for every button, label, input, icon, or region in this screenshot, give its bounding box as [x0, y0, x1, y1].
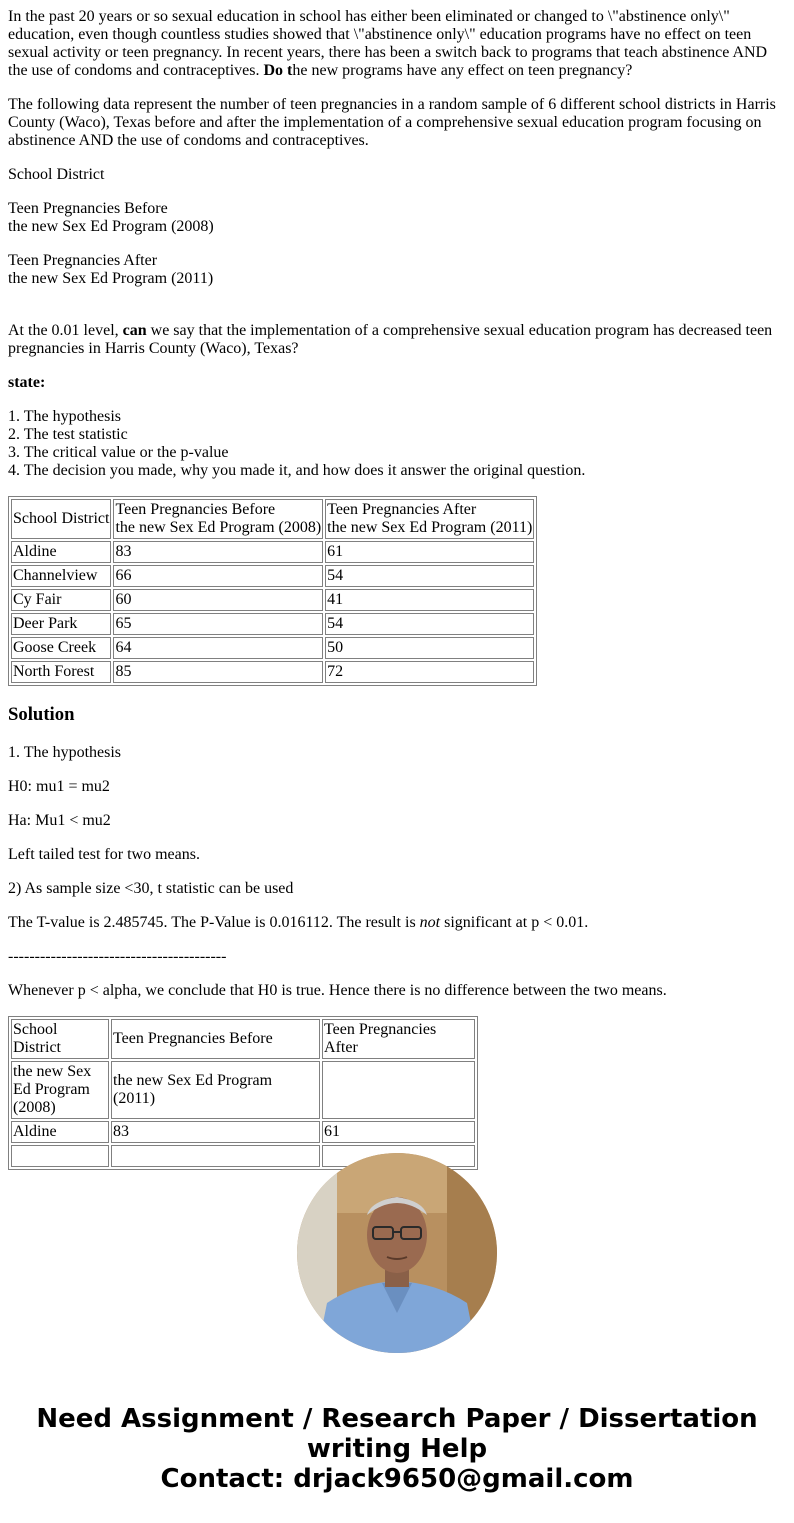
header-district-label: School District	[8, 166, 105, 183]
table-cell: 72	[325, 661, 534, 683]
table-cell: 50	[325, 637, 534, 659]
divider-line: -----------------------------------------	[8, 948, 227, 965]
second-table-clip	[8, 1016, 478, 1140]
state-label: state:	[8, 374, 46, 391]
table-cell: Cy Fair	[11, 589, 111, 611]
table-cell	[322, 1061, 475, 1119]
footer-line: writing Help	[306, 1434, 488, 1464]
table-cell: 60	[113, 589, 323, 611]
table-row	[11, 589, 534, 611]
table-cell: Deer Park	[11, 613, 111, 635]
table-cell: 61	[322, 1121, 475, 1143]
table-row	[11, 661, 534, 683]
table-row	[11, 565, 534, 587]
pregnancy-data-table	[8, 496, 537, 686]
table-cell: Aldine	[11, 541, 111, 563]
table-cell: 64	[113, 637, 323, 659]
table-cell: 83	[111, 1121, 320, 1143]
header-before-label: Teen Pregnancies Before the new Sex Ed Program (2008)	[8, 200, 214, 235]
table-row	[11, 613, 534, 635]
table-cell: 83	[113, 541, 323, 563]
table-cell: 54	[325, 613, 534, 635]
hypothesis-label: 1. The hypothesis	[8, 744, 122, 761]
second-data-table	[8, 1016, 478, 1170]
list-item: 4. The decision you made, why you made it, and how does it answer the original question.	[8, 462, 586, 479]
footer-line: Need Assignment / Research Paper / Dissertation	[36, 1404, 758, 1434]
table-header-row	[11, 499, 534, 539]
avatar-image	[297, 1153, 497, 1353]
footer-contact: Contact: drjack9650@gmail.com	[160, 1464, 634, 1494]
header-cell: School District	[11, 1019, 109, 1059]
conclusion: Whenever p < alpha, we conclude that H0 is true. Hence there is no difference between the two means.	[8, 982, 667, 999]
header-cell: Teen Pregnancies After the new Sex Ed Program (2011)	[325, 499, 534, 539]
table-cell: Channelview	[11, 565, 111, 587]
table-header-row	[11, 1019, 475, 1059]
null-hypothesis: H0: mu1 = mu2	[8, 778, 110, 795]
table-cell: North Forest	[11, 661, 111, 683]
table-cell	[11, 1145, 109, 1167]
table-cell: Aldine	[11, 1121, 109, 1143]
header-after-label: Teen Pregnancies After the new Sex Ed Program (2011)	[8, 252, 214, 287]
question-paragraph: At the 0.01 level, can we say that the implementation of a comprehensive sexual education program has decreased teen pregnancies in Harris County (Waco), Texas?	[8, 322, 773, 357]
statistic-note: 2) As sample size <30, t statistic can be used	[8, 880, 294, 897]
blank-line	[8, 288, 786, 306]
table-cell	[111, 1145, 320, 1167]
header-cell: School District	[11, 499, 111, 539]
table-row	[11, 541, 534, 563]
table-row	[11, 1061, 475, 1119]
list-item: 1. The hypothesis	[8, 408, 122, 425]
author-photo	[297, 1153, 497, 1353]
data-description: The following data represent the number of teen pregnancies in a random sample of 6 different school districts in Harris County (Waco), Texas before and after the implementation of a comprehensive sexual education program focusing on abstinence AND the use of condoms and contraceptives.	[8, 96, 776, 149]
table-cell: 61	[325, 541, 534, 563]
table-cell: 85	[113, 661, 323, 683]
header-cell: Teen Pregnancies Before the new Sex Ed Program (2008)	[113, 499, 323, 539]
footer-banner	[0, 1404, 794, 1494]
header-cell: Teen Pregnancies After	[322, 1019, 475, 1059]
requirements-list	[8, 408, 786, 480]
table-cell: 54	[325, 565, 534, 587]
table-cell: 66	[113, 565, 323, 587]
table-cell: the new Sex Ed Program (2011)	[111, 1061, 320, 1119]
table-row	[11, 1121, 475, 1143]
test-type: Left tailed test for two means.	[8, 846, 200, 863]
table-cell: 41	[325, 589, 534, 611]
table-row	[11, 637, 534, 659]
alternative-hypothesis: Ha: Mu1 < mu2	[8, 812, 111, 829]
list-item: 3. The critical value or the p-value	[8, 444, 229, 461]
table-cell: Goose Creek	[11, 637, 111, 659]
header-cell: Teen Pregnancies Before	[111, 1019, 320, 1059]
table-cell: the new Sex Ed Program (2008)	[11, 1061, 109, 1119]
intro-paragraph: In the past 20 years or so sexual education in school has either been eliminated or changed to \"abstinence only\" education, even though countless studies showed that \"abstinence only\" education programs have no effect on teen sexual activity or teen pregnancy. In recent years, there has been a switch back to programs that teach abstinence AND the use of condoms and contraceptives. Do the new programs have any effect on teen pregnancy?	[8, 8, 768, 79]
list-item: 2. The test statistic	[8, 426, 128, 443]
table-cell: 65	[113, 613, 323, 635]
test-result: The T-value is 2.485745. The P-Value is 0.016112. The result is not significant at p < 0.01.	[8, 914, 589, 931]
solution-heading: Solution	[8, 704, 75, 725]
